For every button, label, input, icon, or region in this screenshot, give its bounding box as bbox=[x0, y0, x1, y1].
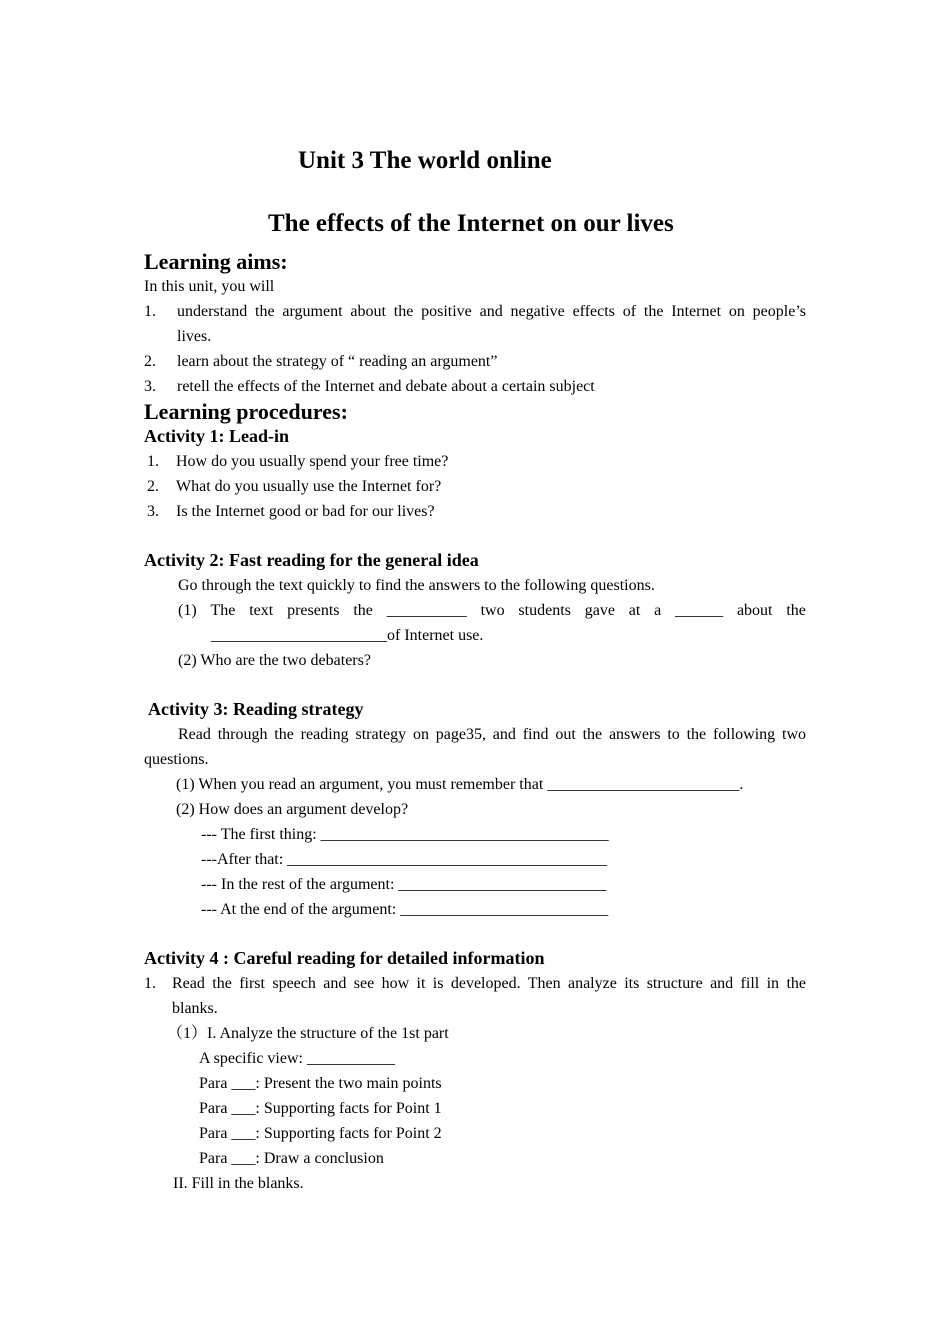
structure-line: Para ___: Supporting facts for Point 1 bbox=[199, 1100, 442, 1117]
fill-blanks-heading: II. Fill in the blanks. bbox=[173, 1175, 304, 1192]
activity2-question1 bbox=[178, 601, 806, 621]
learning-procedures-heading: Learning procedures: bbox=[144, 399, 348, 424]
activity3-intro: Read through the reading strategy on page35, and find out the answers to the following two bbox=[178, 726, 806, 743]
aims-item-text: learn about the strategy of “ reading an argument” bbox=[177, 353, 498, 370]
activity2-heading: Activity 2: Fast reading for the general idea bbox=[144, 550, 479, 570]
learning-aims-heading: Learning aims: bbox=[144, 249, 288, 274]
activity4-item-text-continued: blanks. bbox=[172, 1000, 218, 1017]
activity3-question1: (1) When you read an argument, you must remember that ________________________. bbox=[176, 776, 744, 793]
q1-word: about bbox=[736, 602, 773, 619]
q1-word: students bbox=[518, 602, 571, 619]
activity1-heading: Activity 1: Lead-in bbox=[144, 426, 289, 446]
activity1-question: Is the Internet good or bad for our lives? bbox=[176, 503, 435, 520]
aims-item-text-continued: lives. bbox=[177, 328, 212, 345]
structure-line: Para ___: Present the two main points bbox=[199, 1075, 442, 1092]
argument-step: --- In the rest of the argument: __________________________ bbox=[201, 876, 607, 893]
q1-word: the bbox=[786, 602, 806, 619]
q1-word: (1) bbox=[178, 602, 197, 619]
activity4-item-number: 1. bbox=[144, 975, 156, 992]
aims-item-text: retell the effects of the Internet and debate about a certain subject bbox=[177, 378, 595, 395]
activity2-question2: (2) Who are the two debaters? bbox=[178, 652, 371, 669]
activity1-item-number: 1. bbox=[147, 453, 159, 470]
aims-item-text: understand the argument about the positive and negative effects of the Internet on people’s bbox=[177, 303, 806, 320]
q1-word: The bbox=[210, 602, 236, 619]
page-title: Unit 3 The world online bbox=[298, 147, 552, 174]
activity2-question1-continued: ______________________of Internet use. bbox=[211, 627, 484, 644]
q1-word: a bbox=[654, 602, 662, 619]
activity3-intro-continued: questions. bbox=[144, 751, 209, 768]
activity4-item-text: Read the first speech and see how it is developed. Then analyze its structure and fill in the bbox=[172, 975, 806, 992]
argument-step: --- The first thing: ____________________________________ bbox=[201, 826, 609, 843]
q1-word: gave bbox=[584, 602, 615, 619]
q1-word: presents bbox=[287, 602, 340, 619]
activity1-question: What do you usually use the Internet for? bbox=[176, 478, 442, 495]
q1-word: two bbox=[480, 602, 505, 619]
structure-line: Para ___: Supporting facts for Point 2 bbox=[199, 1125, 442, 1142]
aims-item-number: 3. bbox=[144, 378, 156, 395]
activity1-item-number: 3. bbox=[147, 503, 159, 520]
activity3-question2: (2) How does an argument develop? bbox=[176, 801, 409, 818]
structure-line: A specific view: ___________ bbox=[199, 1050, 395, 1067]
structure-subheading: （1）I. Analyze the structure of the 1st part bbox=[167, 1025, 449, 1042]
argument-step: ---After that: ________________________________________ bbox=[201, 851, 608, 868]
q1-word: at bbox=[628, 602, 641, 619]
aims-item-number: 1. bbox=[144, 303, 156, 320]
activity1-item-number: 2. bbox=[147, 478, 159, 495]
q1-blank: ______ bbox=[675, 602, 724, 619]
structure-line: Para ___: Draw a conclusion bbox=[199, 1150, 384, 1167]
q1-blank: __________ bbox=[386, 602, 467, 619]
argument-step: --- At the end of the argument: __________________________ bbox=[201, 901, 609, 918]
activity4-heading: Activity 4 : Careful reading for detailed information bbox=[144, 948, 545, 968]
activity1-question: How do you usually spend your free time? bbox=[176, 453, 449, 470]
activity3-heading: Activity 3: Reading strategy bbox=[148, 699, 364, 719]
page-subtitle: The effects of the Internet on our lives bbox=[268, 210, 674, 237]
q1-word: text bbox=[249, 602, 274, 619]
q1-word: the bbox=[353, 602, 373, 619]
activity2-intro: Go through the text quickly to find the answers to the following questions. bbox=[178, 577, 655, 594]
aims-item-number: 2. bbox=[144, 353, 156, 370]
aims-intro: In this unit, you will bbox=[144, 278, 275, 295]
